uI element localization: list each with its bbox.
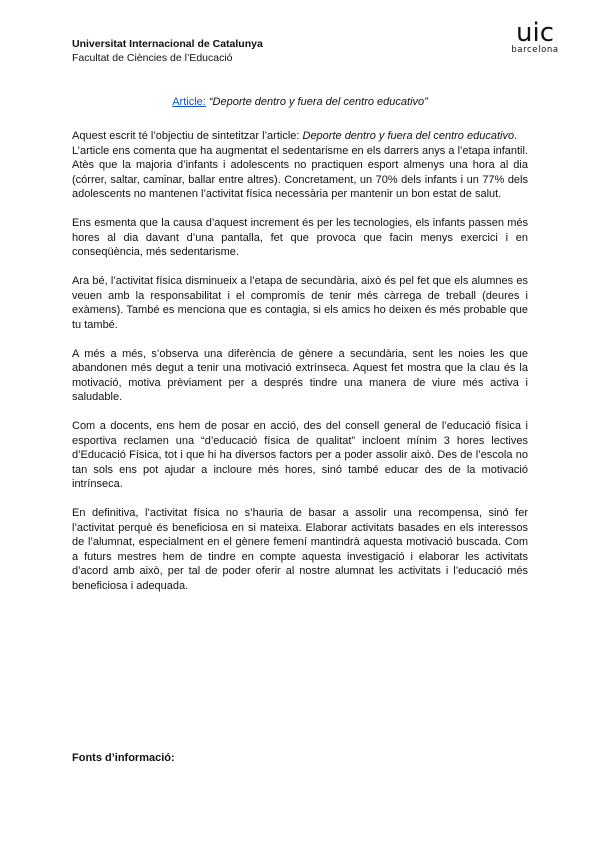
university-name: Universitat Internacional de Catalunya [72,38,263,50]
paragraph-3: Ara bé, l’activitat física disminueix a l’etapa de secundària, això és pel fet que els alumnes es veuen amb la responsabilitat i el compromís de tenir més càrrega de treball (deures i exàmens). També es menciona que es contagia, si els amics ho deixen és més probable que tu també. [72,275,528,331]
logo-city: barcelona [511,45,559,55]
document-body [72,129,528,608]
paragraph-2: Ens esmenta que la causa d’aquest increment és per les tecnologies, els infants passen més hores al dia davant d’una pantalla, fet que provoca que facin menys exercici i en conseqüència, més sedentarisme. [72,217,528,258]
paragraph-5: Com a docents, ens hem de posar en acció, des del consell general de l’educació física i esportiva reclamen una “d’educació física de qualitat” incloent mínim 3 hores lectives d’Educació Física, tot i que hi ha diversos factors per a poder assolir això. Des de l’escola no tan sols ens pot ajudar a incloure més hores, sinó també educar des de la motivació intrínseca. [72,420,528,490]
intro-article-name: Deporte dentro y fuera del centro educativo [302,130,515,142]
paragraph-6: En definitiva, l’activitat física no s’hauria de basar a assolir una recompensa, sinó fer l’activitat perquè és beneficiosa en si mateixa. Elaborar activitats basades en els interessos de l’alumnat, especialment en el gènere femení mantindrà aquesta motivació buscada. Com a futurs mestres hem de tindre en compte aquesta investigació i elaborar les activitats d’acord amb això, per tal de poder oferir al nostre alumnat les activitats i l’educació més beneficiosa i adequada. [72,507,528,592]
article-link[interactable]: Article: [172,96,206,108]
intro-paragraph [72,129,528,144]
paragraph-4: A més a més, s’observa una diferència de gènere a secundària, sent les noies les que abandonen més degut a tenir una motivació extrínseca. Aquest fet mostra que la clau és la motivació, motiva prèviament per a després tindre una manera de viure més activa i saludable. [72,347,528,403]
logo-letters: uic [516,20,554,46]
uic-logo-mark [506,20,564,46]
paragraph-1: L’article ens comenta que ha augmentat el sedentarisme en els darrers anys a l’etapa infantil. Atès que la majoria d’infants i adolescents no practiquen esport almenys una hora al dia (córrer, saltar, caminar, ballar entre altres). Concretament, un 70% dels infants i un 77% dels adolescents no mantenen l’activitat física necessària per mantenir un bon estat de salut. [72,144,528,200]
article-title [0,96,600,108]
header-institution [72,37,263,65]
intro-suffix: . [514,130,518,142]
sources-heading: Fonts d’informació: [72,752,175,764]
uic-logo [506,20,564,55]
intro-prefix: Aquest escrit té l’objectiu de sintetitzar l’article: [72,130,303,142]
faculty-name: Facultat de Ciències de l’Educació [72,52,233,64]
article-name: “Deporte dentro y fuera del centro educativo” [208,96,428,108]
